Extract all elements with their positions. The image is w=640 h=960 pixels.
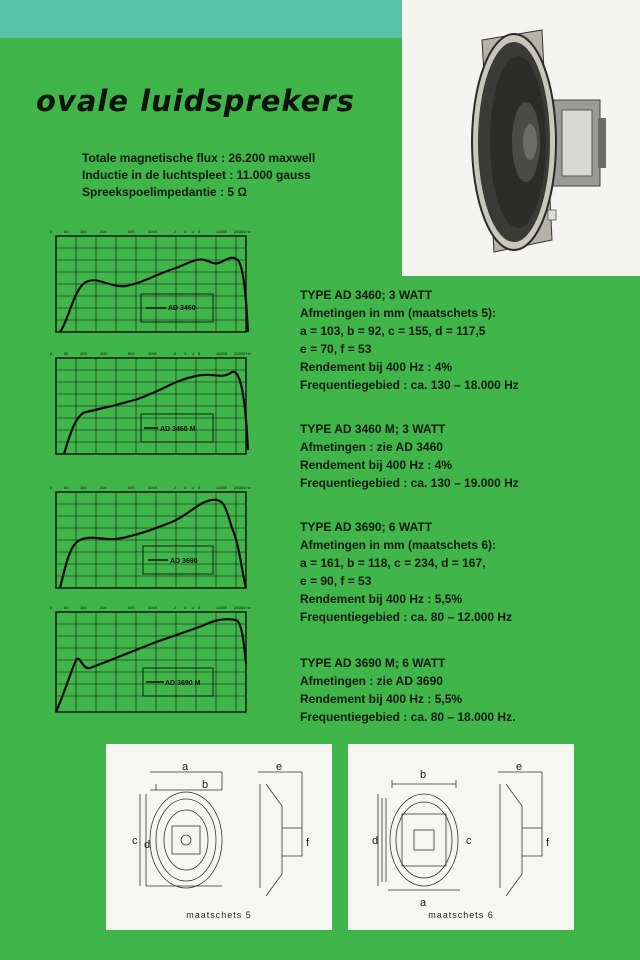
spec-line: Afmetingen : zie AD 3460	[300, 440, 443, 454]
svg-text:e: e	[516, 761, 523, 773]
type-ad3460-specs	[300, 286, 519, 394]
svg-text:4: 4	[192, 351, 195, 356]
svg-text:1000: 1000	[148, 229, 157, 234]
svg-text:3: 3	[184, 229, 187, 234]
svg-text:5: 5	[198, 351, 201, 356]
spec-line: Rendement bij 400 Hz : 4%	[300, 360, 453, 374]
svg-text:d: d	[144, 839, 151, 851]
spec-flux: Totale magnetische flux : 26.200 maxwell	[82, 151, 316, 165]
svg-text:20000 Hz: 20000 Hz	[234, 605, 252, 610]
sketch-6	[348, 744, 574, 930]
oval-speaker-image	[402, 0, 640, 276]
svg-text:c: c	[466, 835, 472, 847]
spec-line: Rendement bij 400 Hz : 5,5%	[300, 592, 463, 606]
svg-text:500: 500	[128, 229, 135, 234]
svg-text:1000: 1000	[148, 605, 157, 610]
svg-text:0: 0	[50, 605, 53, 610]
svg-text:c: c	[132, 835, 138, 847]
spec-impedance: Spreekspoelimpedantie : 5 Ω	[82, 185, 248, 199]
svg-text:5: 5	[198, 605, 201, 610]
svg-text:3: 3	[184, 351, 187, 356]
svg-text:3: 3	[184, 485, 187, 490]
svg-text:10000: 10000	[216, 229, 228, 234]
svg-text:1000: 1000	[148, 485, 157, 490]
svg-text:20000 Hz: 20000 Hz	[234, 229, 252, 234]
response-chart-ad3690	[46, 484, 252, 592]
svg-text:f: f	[546, 837, 550, 849]
svg-text:3: 3	[184, 605, 187, 610]
svg-text:5: 5	[198, 485, 201, 490]
type-ad3690-specs	[300, 518, 512, 626]
svg-text:50: 50	[64, 351, 69, 356]
svg-text:100: 100	[80, 351, 87, 356]
page-title: ovale luidsprekers	[36, 84, 355, 118]
freq-scale	[50, 605, 251, 610]
svg-text:500: 500	[128, 485, 135, 490]
response-chart-ad3690m	[46, 604, 252, 716]
spec-line: e = 70, f = 53	[300, 342, 372, 356]
svg-text:e: e	[276, 761, 283, 773]
svg-text:50: 50	[64, 605, 69, 610]
svg-text:200: 200	[100, 351, 107, 356]
type-heading: TYPE AD 3690; 6 WATT	[300, 520, 433, 534]
dimension-drawing	[348, 744, 574, 914]
freq-scale	[50, 351, 251, 356]
svg-text:2: 2	[174, 605, 177, 610]
svg-text:500: 500	[128, 605, 135, 610]
spec-line: Afmetingen in mm (maatschets 6):	[300, 538, 497, 552]
svg-text:b: b	[420, 769, 427, 781]
svg-text:f: f	[306, 837, 310, 849]
svg-text:20000 Hz: 20000 Hz	[234, 485, 252, 490]
svg-text:50: 50	[64, 485, 69, 490]
spec-induction: Inductie in de luchtspleet : 11.000 gauss	[82, 168, 311, 182]
sketch-caption: maatschets 6	[428, 910, 494, 920]
svg-text:10000: 10000	[216, 351, 228, 356]
spec-line: Rendement bij 400 Hz : 4%	[300, 458, 453, 472]
top-color-band	[0, 0, 402, 38]
svg-text:2: 2	[174, 351, 177, 356]
response-chart-ad3460m	[46, 350, 252, 458]
spec-line: Rendement bij 400 Hz : 5,5%	[300, 692, 463, 706]
spec-line: Frequentiegebied : ca. 130 – 19.000 Hz	[300, 476, 519, 490]
spec-line: Afmetingen in mm (maatschets 5):	[300, 306, 497, 320]
svg-text:200: 200	[100, 605, 107, 610]
svg-text:100: 100	[80, 485, 87, 490]
svg-text:0: 0	[50, 229, 53, 234]
type-heading: TYPE AD 3460 M; 3 WATT	[300, 422, 446, 436]
magnet-specs	[82, 150, 315, 201]
spec-line: Frequentiegebied : ca. 80 – 12.000 Hz	[300, 610, 513, 624]
svg-text:500: 500	[128, 351, 135, 356]
freq-scale	[50, 485, 251, 490]
svg-text:20000 Hz: 20000 Hz	[234, 351, 252, 356]
response-chart-ad3460	[46, 228, 252, 336]
svg-text:2: 2	[174, 485, 177, 490]
spec-line: a = 161, b = 118, c = 234, d = 167,	[300, 556, 486, 570]
svg-text:a: a	[182, 761, 189, 773]
freq-scale	[50, 229, 251, 234]
svg-text:4: 4	[192, 485, 195, 490]
dimension-drawing	[106, 744, 332, 914]
svg-text:200: 200	[100, 485, 107, 490]
svg-text:50: 50	[64, 229, 69, 234]
svg-text:1000: 1000	[148, 351, 157, 356]
svg-text:0: 0	[50, 351, 53, 356]
svg-text:5: 5	[198, 229, 201, 234]
svg-text:100: 100	[80, 229, 87, 234]
svg-text:10000: 10000	[216, 605, 228, 610]
svg-text:a: a	[420, 897, 427, 909]
svg-text:b: b	[202, 779, 209, 791]
svg-text:4: 4	[192, 605, 195, 610]
spec-line: Frequentiegebied : ca. 80 – 18.000 Hz.	[300, 710, 516, 724]
chart-label: AD 3690	[170, 558, 198, 565]
type-ad3460m-specs	[300, 420, 519, 492]
spec-line: a = 103, b = 92, c = 155, d = 117,5	[300, 324, 486, 338]
spec-line: e = 90, f = 53	[300, 574, 372, 588]
type-ad3690m-specs	[300, 654, 515, 726]
svg-text:4: 4	[192, 229, 195, 234]
type-heading: TYPE AD 3690 M; 6 WATT	[300, 656, 446, 670]
type-heading: TYPE AD 3460; 3 WATT	[300, 288, 433, 302]
spec-line: Afmetingen : zie AD 3690	[300, 674, 443, 688]
svg-text:0: 0	[50, 485, 53, 490]
sketch-5	[106, 744, 332, 930]
chart-label: AD 3460	[168, 305, 196, 312]
svg-text:100: 100	[80, 605, 87, 610]
svg-text:d: d	[372, 835, 379, 847]
chart-label: AD 3460 M	[160, 426, 196, 433]
sketch-caption: maatschets 5	[186, 910, 252, 920]
speaker-photo	[402, 0, 640, 276]
svg-text:200: 200	[100, 229, 107, 234]
svg-text:10000: 10000	[216, 485, 228, 490]
chart-label: AD 3690 M	[165, 680, 201, 687]
spec-line: Frequentiegebied : ca. 130 – 18.000 Hz	[300, 378, 519, 392]
svg-text:2: 2	[174, 229, 177, 234]
